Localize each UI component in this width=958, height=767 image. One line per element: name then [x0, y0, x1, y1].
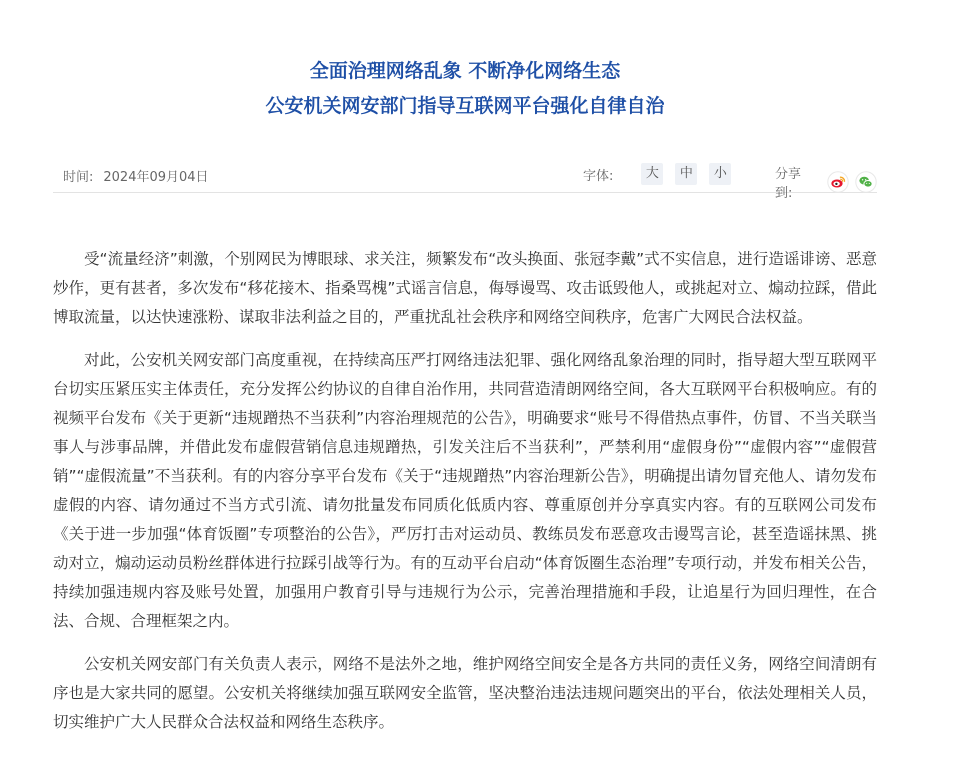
- publish-date: 2024年09月04日: [103, 170, 209, 185]
- font-size-label: 字体:: [583, 168, 614, 184]
- publish-time: [63, 166, 209, 185]
- article-paragraph: 公安机关网安部门有关负责人表示，网络不是法外之地，维护网络空间安全是各方共同的责任义务，网络空间清朗有序也是大家共同的愿望。公安机关将继续加强互联网安全监管，坚决整治违法违规问题突出的平台，依法处理相关人员，切实维护广大人民群众合法权益和网络生态秩序。: [53, 655, 877, 731]
- article-title-line-2: 公安机关网安部门指导互联网平台强化自律自治: [265, 95, 665, 117]
- font-size-small-button[interactable]: 小: [709, 163, 731, 185]
- article-paragraph: 对此，公安机关网安部门高度重视，在持续高压严打网络违法犯罪、强化网络乱象治理的同时，指导超大型互联网平台切实压紧压实主体责任，充分发挥公约协议的自律自治作用，共同营造清朗网络空间，各大互联网平台积极响应。有的视频平台发布《关于更新“违规蹭热不当获利”内容治理规范的公告》，明确要求“账号不得借热点事件，仿冒、不当关联当事人与涉事品牌，并借此发布虚假营销信息违规蹭热，引发关注后不当获利”，严禁利用“虚假身份”“虚假内容”“虚假营销”“虚假流量”不当获利。有的内容分享平台发布《关于“违规蹭热”内容治理新公告》，明确提出请勿冒充他人、请勿发布虚假的内容、请勿通过不当方式引流、请勿批量发布同质化低质内容、尊重原创并分享真实内容。有的互联网公司发布《关于进一步加强“体育饭圈”专项整治的公告》，严厉打击对运动员、教练员发布恶意攻击谩骂言论，甚至造谣抹黑、挑动对立，煽动运动员粉丝群体进行拉踩引战等行为。有的互动平台启动“体育饭圈生态治理”专项行动，并发布相关公告，持续加强违规内容及账号处置，加强用户教育引导与违规行为公示，完善治理措施和手段，让追星行为回归理性，在合法、合规、合理框架之内。: [53, 351, 877, 630]
- font-size-medium-button[interactable]: 中: [675, 163, 697, 185]
- share-label: 分享到:: [775, 167, 802, 201]
- article-meta-bar: [53, 160, 877, 201]
- weibo-icon[interactable]: [827, 171, 849, 193]
- wechat-icon[interactable]: [855, 171, 877, 193]
- font-size-large-button[interactable]: 大: [641, 163, 663, 185]
- article-title-line-1: 全面治理网络乱象 不断净化网络生态: [309, 60, 621, 82]
- font-size-control: [583, 163, 743, 185]
- time-label: 时间:: [63, 170, 94, 185]
- article-body: [53, 245, 877, 751]
- share-bar: [775, 163, 877, 201]
- article-paragraph: 受“流量经济”刺激，个别网民为博眼球、求关注，频繁发布“改头换面、张冠李戴”式不实信息，进行造谣诽谤、恶意炒作，更有甚者，多次发布“移花接木、指桑骂槐”式谣言信息，侮辱谩骂、攻击诋毁他人，或挑起对立、煽动拉踩，借此博取流量，以达快速涨粉、谋取非法利益之目的，严重扰乱社会秩序和网络空间秩序，危害广大网民合法权益。: [53, 250, 877, 326]
